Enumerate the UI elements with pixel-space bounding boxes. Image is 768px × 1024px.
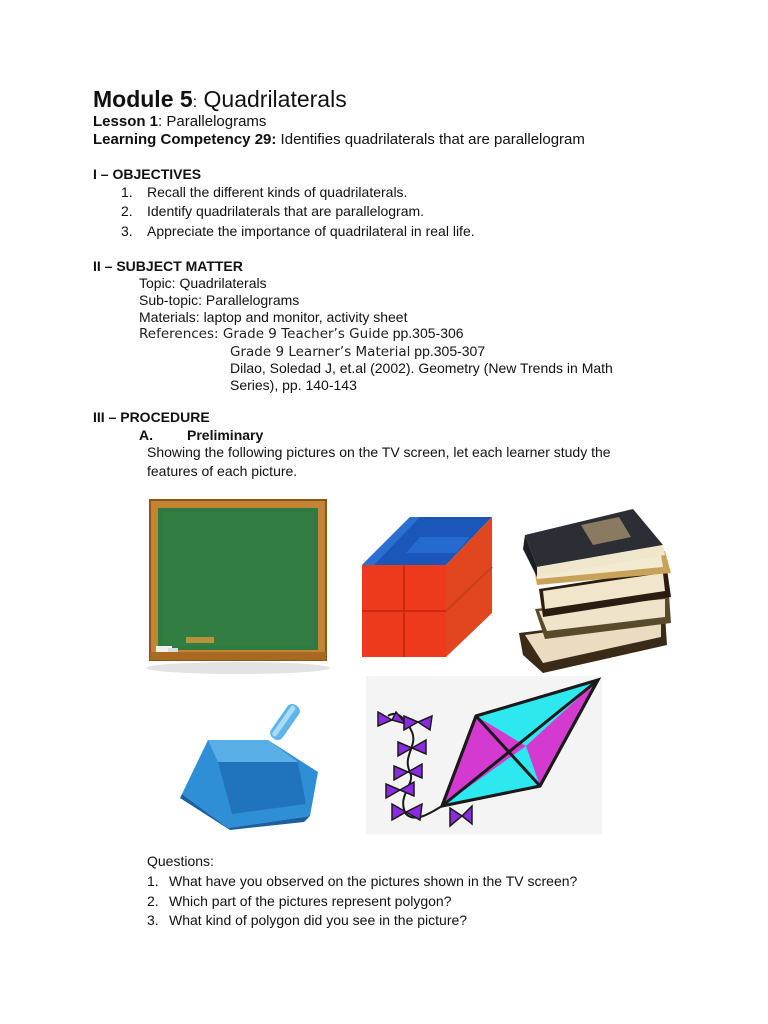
- reference-2-title: Grade 9 Learner’s Material: [230, 344, 411, 360]
- competency-line: [93, 131, 585, 149]
- procedure-intro-line1: Showing the following pictures on the TV screen, let each learner study the: [147, 444, 611, 460]
- cube-icon: [360, 515, 494, 660]
- references-line: [139, 325, 464, 343]
- question-item: 1. What have you observed on the pictures shown in the TV screen?: [147, 873, 578, 889]
- subtopic-line: Sub-topic: Parallelograms: [139, 292, 300, 308]
- reference-3-line2: Series), pp. 140-143: [230, 377, 357, 393]
- preliminary-heading: A. Preliminary: [139, 427, 264, 443]
- procedure-intro-line2: features of each picture.: [147, 463, 298, 479]
- books-icon: [515, 505, 675, 675]
- objectives-heading: I – OBJECTIVES: [93, 166, 202, 182]
- procedure-heading: III – PROCEDURE: [93, 409, 210, 425]
- objective-item: 3. Appreciate the importance of quadrilateral in real life.: [121, 223, 475, 239]
- reference-1-pages: pp.305-306: [388, 325, 464, 341]
- reference-1-title: Grade 9 Teacher’s Guide: [222, 326, 389, 342]
- subject-matter-heading: II – SUBJECT MATTER: [93, 258, 243, 274]
- reference-2-pages: pp.305-307: [410, 343, 486, 359]
- objective-item: 1. Recall the different kinds of quadrilaterals.: [121, 184, 408, 200]
- objective-item: 2. Identify quadrilaterals that are parallelogram.: [121, 203, 425, 219]
- competency-label: Learning Competency 29:: [93, 131, 277, 148]
- lesson-sep: :: [158, 113, 163, 130]
- module-sep: :: [192, 94, 198, 111]
- module-name: Quadrilaterals: [197, 86, 347, 112]
- materials-line: Materials: laptop and monitor, activity sheet: [139, 309, 408, 325]
- competency-text: Identifies quadrilaterals that are parallelogram: [276, 131, 585, 148]
- question-item: 2. Which part of the pictures represent polygon?: [147, 893, 452, 909]
- question-item: 3. What kind of polygon did you see in the picture?: [147, 912, 468, 928]
- dustpan-icon: [178, 700, 322, 830]
- topic-line: Topic: Quadrilaterals: [139, 275, 267, 291]
- kite-icon: [366, 676, 602, 836]
- questions-heading: Questions:: [147, 853, 214, 869]
- chalkboard-icon: [146, 496, 330, 676]
- reference-3-line1: Dilao, Soledad J, et.al (2002). Geometry (New Trends in Math: [230, 360, 613, 376]
- reference-2-line: [230, 343, 485, 361]
- lesson-line: [93, 113, 266, 131]
- lesson-title: Parallelograms: [162, 113, 267, 130]
- module-title: [93, 86, 347, 113]
- module-label: Module 5: [93, 86, 193, 112]
- references-label: References:: [139, 326, 223, 342]
- lesson-label: Lesson 1: [93, 113, 159, 130]
